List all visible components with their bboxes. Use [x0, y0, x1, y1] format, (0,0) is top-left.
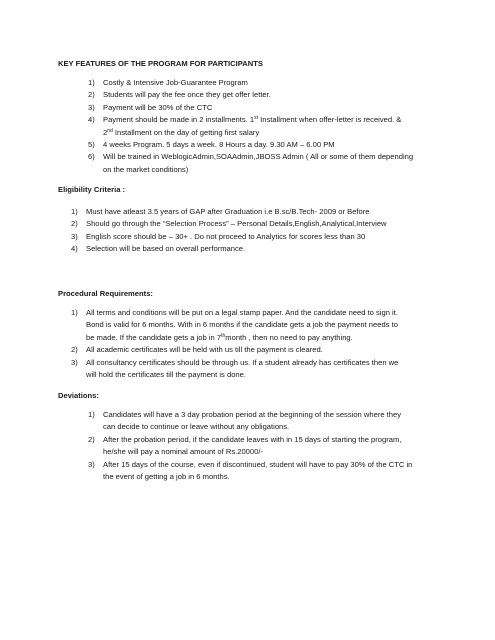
item-number: 1)	[88, 78, 95, 87]
item-number: 2)	[71, 219, 78, 229]
eligibility-heading: Eligibility Criteria :	[58, 185, 126, 194]
item-text: Should go through the “Selection Process” – Personal Details,English,Analytical,Interview	[86, 219, 387, 229]
item-number: 3)	[71, 357, 78, 367]
item-number: 1)	[71, 308, 78, 317]
item-text: English score should be – 30+ . Do not proceed to Analytics for scores less than 30	[86, 231, 366, 241]
list-item	[71, 344, 456, 356]
item-number: 1)	[88, 410, 95, 419]
key-features-heading: KEY FEATURES OF THE PROGRAM FOR PARTICIPANTS	[58, 59, 263, 68]
deviations-heading: Deviations:	[58, 391, 99, 400]
list-item	[88, 459, 458, 484]
list-item	[88, 77, 448, 89]
list-item	[71, 243, 451, 255]
item-text: Payment will be 30% of the CTC	[103, 102, 213, 112]
item-text: After the probation period, if the candidate leaves with in 15 days of starting the program,	[103, 434, 402, 444]
procedural-heading: Procedural Requirements:	[58, 289, 153, 298]
item-number: 2)	[88, 90, 95, 100]
key-features-list	[88, 77, 448, 176]
list-item	[71, 218, 451, 230]
item-text: Students will pay the fee once they get offer letter.	[103, 90, 271, 100]
item-text: 2nd Installment on the day of getting first salary	[103, 127, 260, 137]
item-text: All consultancy certificates should be through us. If a student already has certificates then we	[86, 357, 399, 367]
item-text: will hold the certificates till the payment is done.	[86, 370, 246, 380]
item-text: All terms and conditions will be put on a legal stamp paper. And the candidate need to sign it.	[86, 308, 398, 317]
item-text: After 15 days of the course, even if discontinued, student will have to pay 30% of the CTC in	[103, 459, 413, 469]
item-text: Bond is valid for 6 months. With in 6 months if the candidate gets a job the payment needs to	[86, 320, 398, 330]
item-text: the event of getting a job in 6 months.	[103, 472, 230, 482]
list-item	[88, 434, 458, 459]
item-text: on the market conditions)	[103, 164, 189, 174]
item-number: 3)	[88, 102, 95, 112]
item-text: Candidates will have a 3 day probation period at the beginning of the session where they	[103, 410, 402, 419]
item-number: 2)	[71, 345, 78, 355]
list-item	[88, 102, 448, 114]
item-number: 5)	[88, 140, 95, 150]
item-text: All academic certificates will be held with us till the payment is cleared.	[86, 345, 323, 355]
item-number: 3)	[71, 231, 78, 241]
list-item	[71, 307, 456, 344]
item-number: 1)	[71, 207, 78, 216]
list-item	[71, 231, 451, 243]
item-text: he/she will pay a nominal amount of Rs.20000/-	[103, 447, 263, 457]
item-number: 2)	[88, 434, 95, 444]
item-text: 4 weeks Program. 5 days a week. 8 Hours a day. 9.30 AM – 6.00 PM	[103, 140, 335, 150]
item-number: 4)	[71, 244, 78, 254]
list-item	[71, 206, 451, 218]
item-text: Will be trained in WeblogicAdmin,SOAAdmin,JBOSS Admin ( All or some of them depending	[103, 152, 414, 162]
item-text: Costly & Intensive Job-Guarantee Program	[103, 78, 248, 87]
item-text: Payment should be made in 2 installments. 1st Installment when offer-letter is received. &	[103, 115, 402, 125]
item-number: 3)	[88, 459, 95, 469]
list-item	[88, 89, 448, 101]
procedural-list	[71, 307, 456, 381]
deviations-list	[88, 409, 458, 483]
list-item	[88, 114, 448, 139]
item-number: 6)	[88, 152, 95, 162]
list-item	[88, 151, 448, 176]
item-text: be made. If the candidate gets a job in 7thmonth , then no need to pay anything.	[86, 332, 353, 342]
item-text: Must have atleast 3.5 years of GAP after Graduation i.e B.sc/B.Tech- 2009 or Before	[86, 207, 370, 216]
item-text: Selection will be based on overall performance.	[86, 244, 246, 254]
item-number: 4)	[88, 115, 95, 125]
list-item	[71, 357, 456, 382]
item-text: can decide to continue or leave without any obligations.	[103, 422, 290, 432]
eligibility-list	[71, 206, 451, 256]
list-item	[88, 409, 458, 434]
list-item	[88, 139, 448, 151]
